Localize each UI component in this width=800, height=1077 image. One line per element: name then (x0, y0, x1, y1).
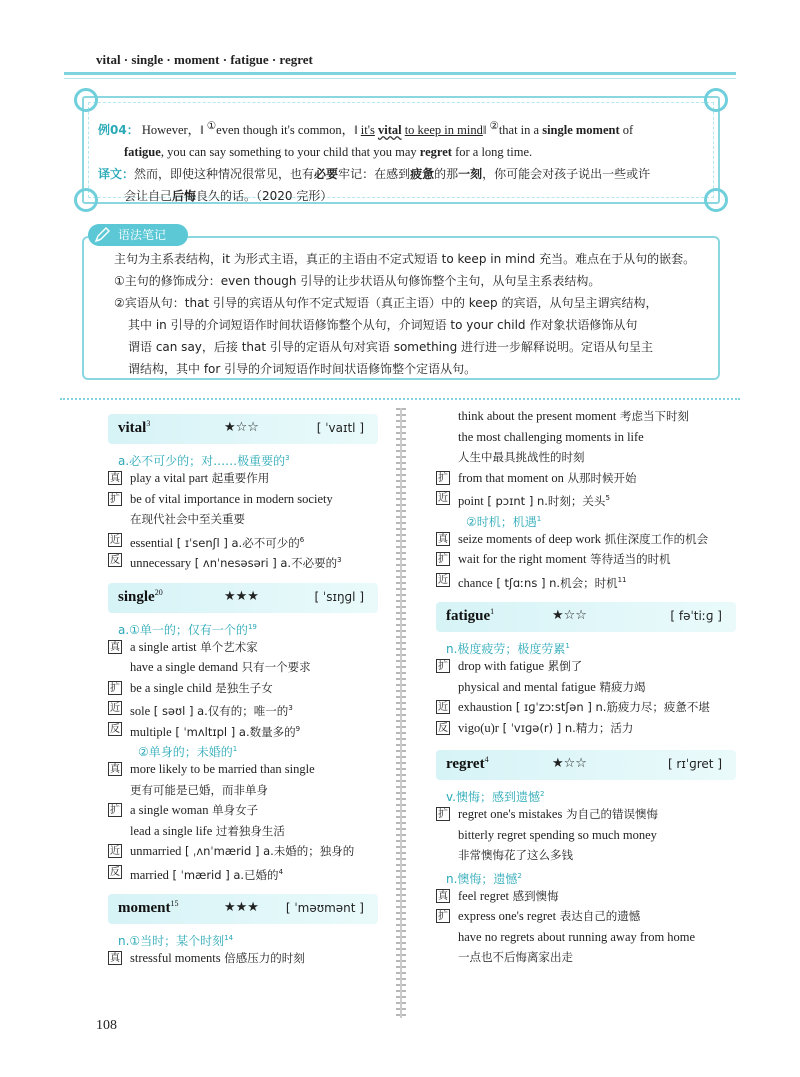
freq-sup: 2 (517, 871, 522, 880)
entry-row (108, 841, 378, 862)
entry-row (436, 947, 736, 968)
label-badge: 扩 (438, 911, 448, 922)
chinese-text: 是独生子女 (211, 680, 273, 695)
label-badge: 真 (110, 473, 120, 484)
label-badge: 反 (110, 723, 120, 735)
chinese-text: 抓住深度工作的机会 (601, 531, 709, 546)
entry-row (108, 698, 378, 719)
english-text: stressful moments (130, 951, 221, 965)
grammar-line: 谓语 can say，后接 that 引导的定语从句对宾语 something 进行进一步解释说明。定语从句呈主 (128, 340, 654, 354)
chinese-text: [ ˌʌnˈmærid ] a.未婚的；独身的 (181, 844, 355, 858)
english-text: drop with fatigue (458, 659, 545, 673)
sense-text: a.必不可少的；对……极重要的 (118, 454, 286, 468)
entry-gap (108, 571, 378, 583)
chinese-text: 过着独身生活 (212, 823, 285, 838)
label-badge: 近 (438, 574, 448, 586)
sense-text: n.①当时；某个时刻 (118, 934, 225, 948)
entry-gap (436, 738, 736, 750)
entry-row (108, 948, 378, 969)
sense-text: n.极度疲劳；极度劳累 (446, 642, 566, 656)
entry-row (436, 804, 736, 825)
page-number: 108 (96, 1018, 117, 1033)
entry-row (436, 845, 736, 866)
english-text: the most challenging moments in life (458, 429, 644, 444)
entry-row (108, 468, 378, 489)
headword-text: fatigue (446, 608, 491, 624)
label-badge: 近 (110, 534, 120, 546)
entry-row (108, 780, 378, 801)
headword-frequency: 15 (170, 899, 179, 908)
entry-row (436, 927, 736, 948)
label-badge: 扩 (110, 805, 120, 816)
freq-sup: 3 (337, 556, 342, 564)
label-badge: 真 (438, 890, 448, 902)
entry-row (436, 825, 736, 846)
headword (446, 755, 489, 773)
entry-row (108, 530, 378, 551)
word-header (436, 602, 736, 632)
freq-sup: 3 (288, 704, 293, 712)
column-divider (396, 408, 406, 1018)
english-text: married (130, 867, 169, 882)
chinese-text: 只有一个要求 (237, 660, 311, 674)
chinese-text: 累倒了 (544, 659, 583, 673)
chinese-text: 表达自己的遗憾 (556, 909, 641, 923)
english-text: multiple (130, 724, 172, 739)
chinese-text: 考虑当下时刻 (616, 409, 689, 423)
label-badge: 扩 (438, 661, 448, 672)
star-rating: ★★★ (224, 900, 259, 915)
label-badge: 近 (438, 702, 448, 713)
chinese-text: [ ɪˈsenʃl ] a.必不可少的 (173, 535, 300, 550)
chinese-text: [ ˈmærid ] a.已婚的 (168, 867, 279, 882)
english-text: lead a single life (130, 823, 213, 838)
sense-text: a.①单一的；仅有一个的 (118, 622, 248, 637)
english-text: have a single demand (130, 660, 238, 674)
label-badge: 真 (110, 953, 120, 964)
example-tag: 例04 (98, 123, 127, 138)
entry-row (108, 800, 378, 821)
chinese-text: 精疲力竭 (595, 679, 646, 694)
sense-heading (108, 928, 378, 948)
translation-line1: 译文：然而，即使这种情况很常见，也有必要牢记：在感到疲惫的那一刻，你可能会对孩子说出一些或许 (98, 167, 651, 182)
corner-ornament-icon (74, 88, 98, 112)
freq-sup: 11 (617, 575, 627, 584)
english-text: exhaustion (458, 700, 513, 714)
english-text: play a vital part (130, 471, 209, 485)
chinese-text: 单个艺术家 (196, 639, 258, 654)
english-text: a single artist (130, 639, 197, 654)
entry-row (108, 550, 378, 571)
sense-heading (436, 509, 736, 529)
chinese-text: 为自己的错误懊悔 (562, 807, 658, 821)
chinese-text: [ səʊl ] a.仅有的；唯一的 (150, 703, 289, 718)
label-badge: 近 (438, 493, 448, 504)
label-badge: 近 (110, 703, 120, 714)
sense-text: ②时机；机遇 (466, 514, 537, 529)
example-sentence-line1: 例04： However，‖ ①even though it's common，‖ it's vital to keep in mind‖ ②that in a single moment of (98, 121, 634, 138)
english-text: be a single child (130, 680, 212, 695)
headword-text: regret (446, 756, 485, 772)
phonetic: [ ˈvaɪtl ] (316, 421, 364, 435)
grammar-line: 谓结构，其中 for 引导的介词短语作时间状语修饰整个定语从句。 (128, 362, 477, 376)
entry-row (436, 406, 736, 427)
chinese-text: [ ˈmʌltɪpl ] a.数量多的 (171, 724, 296, 739)
entry-row (108, 509, 378, 530)
entry-gap (108, 882, 378, 894)
chinese-text: 更有可能是已婚，而非单身 (130, 782, 268, 797)
english-text: chance (458, 575, 493, 590)
label-badge: 扩 (438, 809, 448, 820)
freq-sup: 1 (232, 745, 238, 753)
english-text: express one's regret (458, 909, 557, 923)
english-text: unnecessary (130, 555, 192, 570)
word-header (108, 414, 378, 444)
label-badge: 扩 (110, 493, 120, 505)
label-badge: 真 (438, 533, 448, 545)
entry-row (436, 468, 736, 489)
example-box (82, 96, 720, 204)
headword (118, 899, 179, 917)
english-text: wait for the right moment (458, 552, 587, 566)
word-header (108, 894, 378, 924)
chinese-text: 等待适当的时机 (586, 552, 671, 566)
star-rating: ★☆☆ (552, 608, 587, 623)
label-badge: 反 (110, 866, 120, 878)
entry-row (436, 570, 736, 591)
word-header (436, 750, 736, 780)
sense-heading (108, 448, 378, 468)
star-rating: ★☆☆ (224, 420, 259, 435)
label-badge: 扩 (438, 554, 448, 565)
star-rating: ★★★ (224, 588, 259, 604)
corner-ornament-icon (74, 188, 98, 212)
english-text: more likely to be married than single (130, 762, 315, 776)
example-sentence-line2: fatigue, you can say something to your child that you may regret for a long time. (124, 145, 533, 160)
chinese-text: 在现代社会中至关重要 (130, 512, 245, 526)
entry-row (436, 447, 736, 468)
headword-frequency: 1 (490, 607, 495, 616)
left-column (108, 414, 378, 969)
sense-heading (108, 739, 378, 759)
entry-row (436, 718, 736, 739)
word-header (108, 583, 378, 613)
chinese-text: 非常懊悔花了这么多钱 (458, 848, 573, 862)
entry-row (108, 657, 378, 678)
headword-frequency: 4 (484, 755, 489, 764)
label-badge: 反 (110, 555, 120, 566)
chinese-text: [ ɪɡˈzɔːstʃən ] n.筋疲力尽；疲惫不堪 (512, 700, 710, 714)
freq-sup: 3 (285, 454, 290, 462)
english-text: point (458, 493, 484, 508)
english-text: be of vital importance in modern society (130, 491, 333, 506)
english-text: physical and mental fatigue (458, 679, 596, 694)
label-badge: 扩 (110, 682, 120, 694)
header-rule (64, 72, 736, 75)
grammar-line: ②宾语从句：that 引导的宾语从句作不定式短语（真正主语）中的 keep 的宾语，从句呈主谓宾结构， (114, 296, 658, 310)
chinese-text: 起重要作用 (208, 471, 270, 485)
phonetic: [ ˈməʊmənt ] (285, 901, 364, 915)
phonetic: [ ˈsɪŋɡl ] (314, 589, 364, 604)
entry-row (436, 886, 736, 907)
english-text: think about the present moment (458, 409, 617, 423)
entry-row (436, 427, 736, 448)
star-rating: ★☆☆ (552, 756, 587, 771)
freq-sup: 4 (278, 867, 284, 876)
corner-ornament-icon (704, 88, 728, 112)
headword-text: vital (118, 420, 147, 436)
chinese-text: 单身女子 (208, 803, 259, 817)
chinese-text: [ ʌnˈnesəsəri ] a.不必要的 (191, 555, 338, 570)
sense-heading (436, 784, 736, 804)
headword-text: single (118, 588, 155, 605)
sense-heading (108, 617, 378, 637)
right-column (436, 406, 736, 968)
freq-sup: 1 (565, 642, 570, 650)
label-badge: 真 (110, 764, 120, 775)
phonetic: [ rɪˈɡret ] (667, 757, 722, 771)
chinese-text: [ tʃɑːns ] n.机会；时机 (492, 575, 618, 590)
freq-sup: 9 (295, 724, 301, 733)
headword-frequency: 20 (154, 587, 163, 597)
sense-text: n.懊悔；遗憾 (446, 871, 518, 886)
grammar-line: 主句为主系表结构，it 为形式主语，真正的主语由不定式短语 to keep in mind 充当。难点在于从句的嵌套。 (114, 252, 696, 266)
example-text (98, 116, 704, 207)
phonetic: [ fəˈtiːɡ ] (670, 609, 722, 623)
sense-heading (436, 636, 736, 656)
freq-sup: 19 (247, 622, 257, 631)
english-text: bitterly regret spending so much money (458, 827, 657, 842)
freq-sup: 2 (540, 790, 545, 798)
grammar-tag: 语法笔记 (88, 224, 188, 246)
label-badge: 近 (110, 846, 120, 857)
entry-row (108, 489, 378, 510)
english-text: sole (130, 703, 151, 718)
chinese-text: 感到懊悔 (509, 888, 559, 903)
entry-row (436, 697, 736, 718)
chinese-text: [ pɔɪnt ] n.时刻；关头 (483, 493, 606, 508)
label-badge: 反 (438, 722, 448, 734)
chinese-text: 人生中最具挑战性的时刻 (458, 450, 585, 464)
entry-gap (436, 590, 736, 602)
entry-row (436, 677, 736, 698)
freq-sup: 14 (224, 934, 234, 942)
section-divider (60, 398, 740, 400)
freq-sup: 1 (536, 514, 542, 523)
entry-row (436, 488, 736, 509)
english-text: seize moments of deep work (458, 531, 602, 546)
grammar-notes (114, 248, 710, 380)
chinese-text: 一点也不后悔离家出走 (458, 950, 573, 964)
corner-ornament-icon (704, 188, 728, 212)
chinese-text: 倍感压力的时刻 (220, 951, 305, 965)
english-text: essential (130, 535, 174, 550)
pen-icon (94, 227, 110, 243)
entry-row (108, 759, 378, 780)
sense-text: ②单身的；未婚的 (138, 745, 233, 759)
entry-row (108, 637, 378, 658)
translation-line2: 会让自己后悔良久的话。（2020 完形） (124, 189, 333, 204)
translation-tag: 译文 (98, 167, 123, 182)
entry-row (108, 821, 378, 842)
english-text: have no regrets about running away from home (458, 929, 696, 944)
running-head: vital · single · moment · fatigue · regret (96, 52, 313, 67)
sense-text: v.懊悔；感到遗憾 (446, 790, 540, 804)
label-badge: 真 (110, 641, 120, 653)
grammar-line: ①主句的修饰成分：even though 引导的让步状语从句修饰整个主句，从句呈主系表结构。 (114, 274, 601, 288)
grammar-line: 其中 in 引导的介词短语作时间状语修饰整个从句，介词短语 to your child 作对象状语修饰从句 (128, 318, 638, 332)
entry-row (436, 906, 736, 927)
entry-row (108, 719, 378, 740)
entry-row (436, 656, 736, 677)
english-text: feel regret (458, 888, 510, 903)
entry-row (436, 529, 736, 550)
entry-row (108, 862, 378, 883)
chinese-text: [ ˈvɪɡə(r) ] n.精力；活力 (498, 720, 634, 735)
english-text: unmarried (130, 844, 182, 858)
headword (118, 419, 150, 437)
sense-heading (436, 866, 736, 886)
label-badge: 扩 (438, 472, 448, 484)
entry-row (108, 678, 378, 699)
entry-row (436, 549, 736, 570)
headword (118, 588, 163, 606)
freq-sup: 6 (299, 535, 305, 544)
english-text: vigo(u)r (458, 720, 499, 735)
freq-sup: 5 (605, 494, 610, 502)
english-text: a single woman (130, 803, 209, 817)
headword-text: moment (118, 900, 171, 916)
headword-frequency: 3 (146, 419, 151, 428)
chinese-text: 从那时候开始 (563, 470, 637, 485)
english-text: regret one's mistakes (458, 807, 563, 821)
header-rule-thin (64, 78, 736, 79)
headword (446, 607, 494, 625)
english-text: from that moment on (458, 470, 564, 485)
